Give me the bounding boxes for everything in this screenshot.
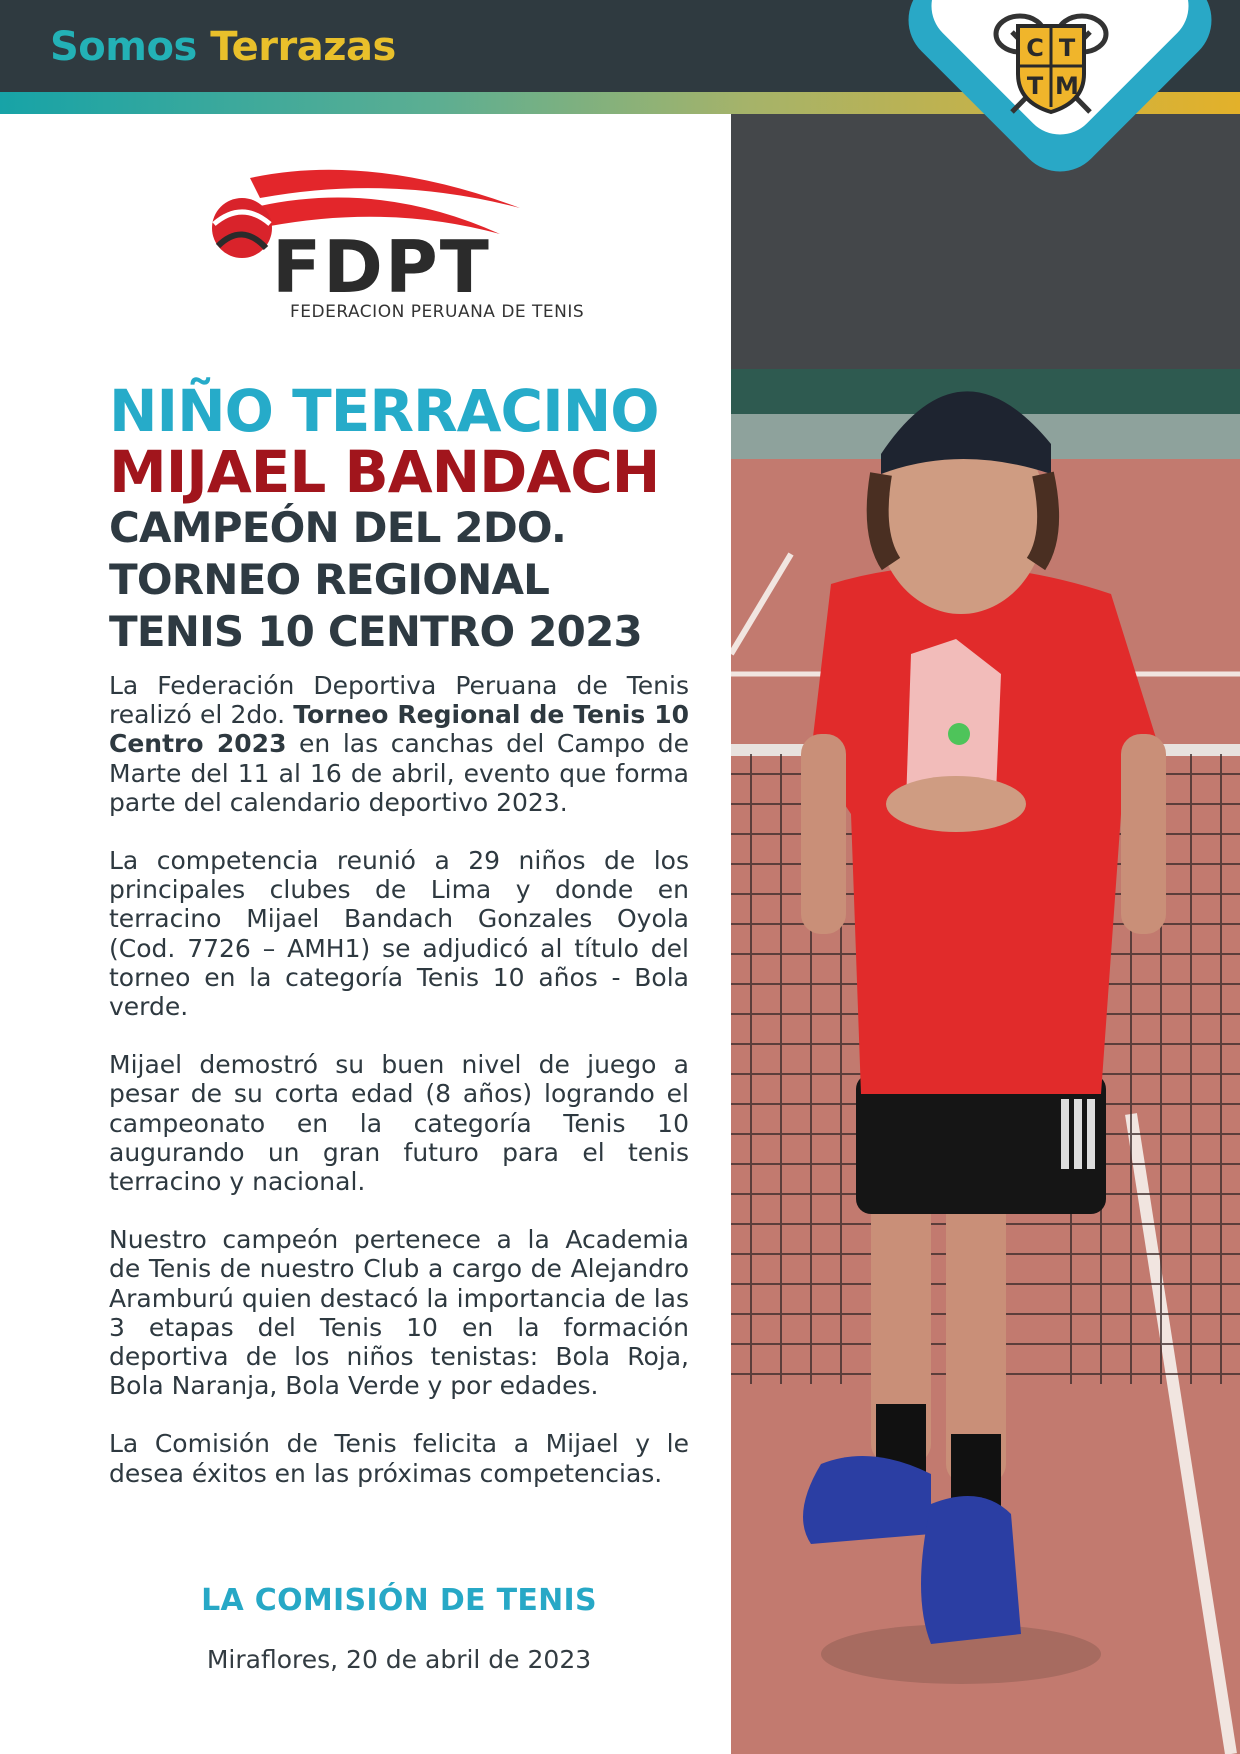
crossed-rackets-shield-icon	[992, 12, 1110, 116]
federation-logo-mark: FDPT	[272, 225, 491, 309]
player-photo-illustration	[731, 114, 1240, 1754]
headline-line-5: TENIS 10 CENTRO 2023	[109, 607, 642, 656]
club-logo-letter-t2: T	[1026, 72, 1044, 100]
club-logo-letter-t1: T	[1058, 34, 1076, 62]
player-photo	[731, 114, 1240, 1754]
article-body	[109, 671, 689, 1517]
dateline: Miraflores, 20 de abril de 2023	[206, 1645, 592, 1674]
paragraph-1-intro: La Federación Deportiva Peruana de Tenis realizó el 2do.	[109, 671, 689, 730]
headline-line-4: TORNEO REGIONAL	[109, 555, 550, 604]
federation-logo-subtitle: FEDERACION PERUANA DE TENIS	[290, 302, 585, 322]
brand-word-terrazas: Terrazas	[210, 24, 396, 70]
club-logo-letter-m: M	[1055, 72, 1079, 100]
headline-player-name: MIJAEL BANDACH	[109, 438, 660, 506]
brand-title	[50, 24, 396, 70]
paragraph-1	[109, 671, 689, 817]
headline-line-1: NIÑO TERRACINO	[109, 377, 659, 445]
paragraph-2: La competencia reunió a 29 niños de los principales clubes de Lima y donde en terracino Mijael Bandach Gonzales Oyola (Cod. 7726 – AMH1) se adjudicó al título del torneo en la categoría Tenis 10 años - Bola verde.	[109, 846, 689, 1022]
headline-line-3: CAMPEÓN DEL 2DO.	[109, 503, 567, 552]
signature: LA COMISIÓN DE TENIS	[201, 1583, 597, 1618]
headline-block	[109, 377, 709, 658]
paragraph-4: Nuestro campeón pertenece a la Academia de Tenis de nuestro Club a cargo de Alejandro Aramburú quien destacó la importancia de las 3 etapas del Tenis 10 en la formación deportiva de los niños tenistas: Bola Roja, Bola Naranja, Bola Verde y por edades.	[109, 1225, 689, 1401]
club-logo-letter-c: C	[1026, 34, 1044, 62]
paragraph-3: Mijael demostró su buen nivel de juego a pesar de su corta edad (8 años) logrando el campeonato en la categoría Tenis 10 augurando un gran futuro para el tenis terracino y nacional.	[109, 1050, 689, 1197]
brand-word-somos: Somos	[50, 24, 197, 70]
paragraph-1-tournament-name: Torneo Regional de Tenis 10 Centro 2023	[109, 700, 689, 759]
paragraph-1-rest: en las canchas del Campo de Marte del 11 al 16 de abril, evento que forma parte del calendario deportivo 2023.	[109, 729, 689, 817]
paragraph-5: La Comisión de Tenis felicita a Mijael y le desea éxitos en las próximas competencias.	[109, 1429, 689, 1488]
